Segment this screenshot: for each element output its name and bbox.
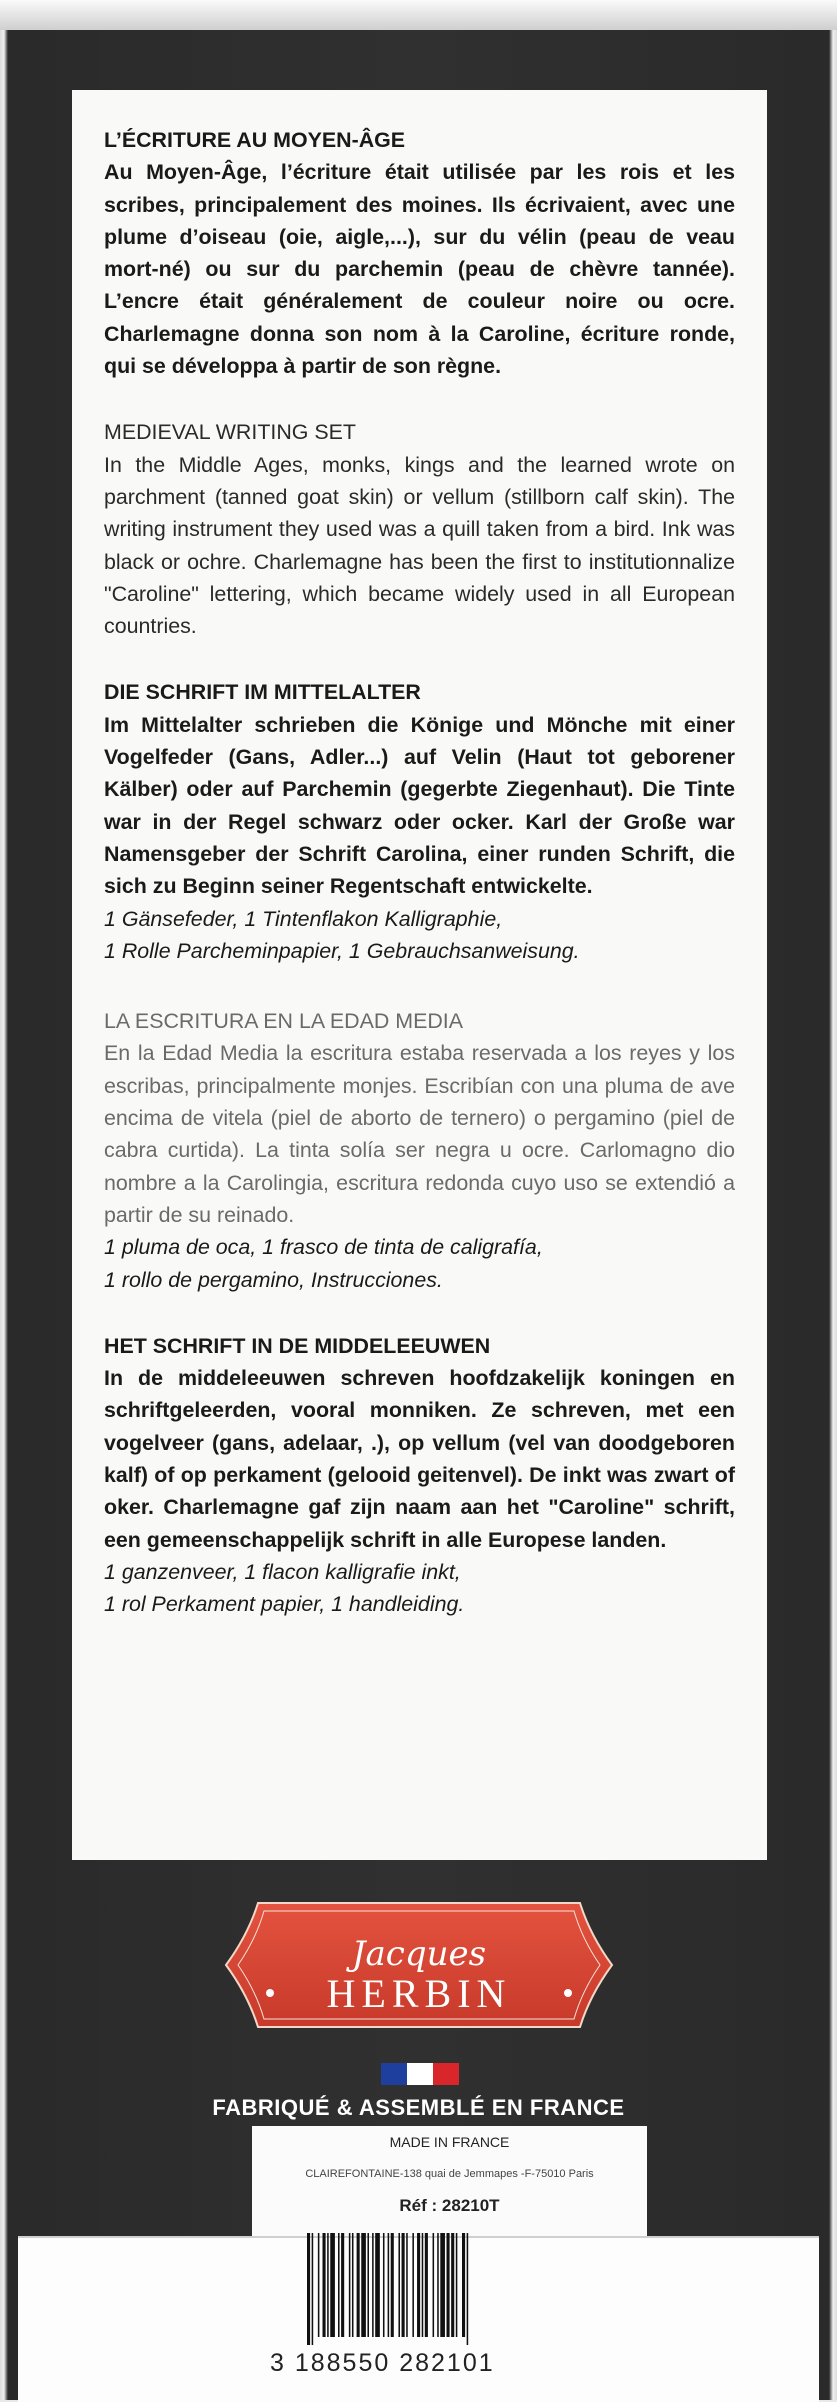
reference-label: Réf : 28210T <box>399 2196 500 2215</box>
french-flag-icon <box>381 2063 459 2085</box>
made-in-label: MADE IN FRANCE <box>389 2134 510 2150</box>
barcode-bar <box>388 2233 390 2337</box>
herbin-logo <box>218 1895 620 2035</box>
barcode-bar <box>375 2233 380 2337</box>
section-spanish <box>104 1005 735 1296</box>
barcode-bar <box>406 2233 408 2337</box>
barcode-bar <box>398 2233 400 2337</box>
section-title-es: LA ESCRITURA EN LA EDAD MEDIA <box>104 1009 463 1034</box>
section-body-es: En la Edad Media la escritura estaba reservada a los reyes y los escribas, principalmente monjes. Escribían con una pluma de ave encima de vitela (piel de aborto de ternero) o pergamino (piel de cabra curtida). La tinta solía ser negra u ocre. Carlomagno dio nombre a la Carolingia, escritura redonda cuyo uso se extendió a partir de su reinado. <box>104 1041 735 1227</box>
section-title-fr: L’ÉCRITURE AU MOYEN-ÂGE <box>104 128 406 152</box>
logo-name: HERBIN <box>326 1971 512 2016</box>
section-body-nl: In de middeleeuwen schreven hoofdzakelijk koningen en schriftgeleerden, vooral monniken. Ze schreven, met een vogelveer (gans, adelaar, .), op vellum (vel van doodgeboren kalf) of op perkament (gelooid geitenvel). De inkt was zwart of oker. Charlemagne gaf zijn naam aan het "Caroline" schrift, een gemeenschappelijk schrift in alle Europese landen. <box>104 1366 735 1552</box>
section-french <box>104 124 735 382</box>
barcode-bar <box>425 2233 428 2337</box>
contents-nl-line2: 1 rol Perkament papier, 1 handleiding. <box>104 1592 465 1617</box>
contents-es-line2: 1 rollo de pergamino, Instrucciones. <box>104 1267 443 1292</box>
barcode-bar <box>352 2233 354 2337</box>
barcode-bar <box>440 2233 445 2337</box>
barcode-bar <box>467 2233 469 2345</box>
barcode-bar <box>402 2233 405 2337</box>
barcode-bar <box>338 2233 340 2337</box>
section-body-fr: Au Moyen-Âge, l’écriture était utilisée par les rois et les scribes, principalement des moines. Ils écrivaient, avec une plume d’oiseau (oie, aigle,...), sur du vélin (peau de veau mort-né) ou sur du parchemin (peau de chèvre tannée). L’encre était généralement de couleur noire ou ocre. Charlemagne donna son nom à la Caroline, écriture ronde, qui se développa à partir de son règne. <box>104 160 735 379</box>
barcode-bar <box>323 2233 326 2337</box>
barcode-bar <box>307 2233 310 2345</box>
box-top-edge <box>0 0 837 30</box>
barcode-bar <box>349 2233 351 2337</box>
contents-es-line1: 1 pluma de oca, 1 frasco de tinta de caligrafía, <box>104 1235 543 1260</box>
contents-de-line2: 1 Rolle Parcheminpapier, 1 Gebrauchsanweisung. <box>104 938 580 963</box>
logo-script: Jacques <box>351 1934 487 1974</box>
section-dutch <box>104 1330 735 1621</box>
section-title-de: DIE SCHRIFT IM MITTELALTER <box>104 680 421 705</box>
barcode-bar <box>383 2233 385 2337</box>
barcode-bar <box>361 2233 366 2337</box>
barcode-bar <box>367 2233 369 2337</box>
barcode-bar <box>312 2233 314 2345</box>
barcode-digits: 3 188550 282101 <box>270 2349 495 2377</box>
address-label: CLAIREFONTAINE-138 quai de Jemmapes -F-75010 Paris <box>305 2168 594 2180</box>
contents-de-line1: 1 Gänsefeder, 1 Tintenflakon Kalligraphie, <box>104 906 503 931</box>
barcode-bar <box>412 2233 414 2337</box>
barcode-bar <box>372 2233 374 2337</box>
contents-nl-line1: 1 ganzenveer, 1 flacon kalligrafie inkt, <box>104 1559 461 1584</box>
barcode-bar <box>330 2233 335 2337</box>
section-german <box>104 676 735 967</box>
description-panel <box>72 90 767 1860</box>
barcode-bar <box>451 2233 454 2337</box>
barcode-bar <box>357 2233 360 2337</box>
barcode-bar <box>422 2233 424 2337</box>
fabrique-text: FABRIQUÉ & ASSEMBLÉ EN FRANCE <box>212 2095 625 2120</box>
barcode-bar <box>462 2233 465 2337</box>
barcode-bar <box>433 2233 435 2337</box>
section-title-nl: HET SCHRIFT IN DE MIDDELEEUWEN <box>104 1333 491 1358</box>
barcode-bar <box>447 2233 450 2337</box>
section-body-en: In the Middle Ages, monks, kings and the learned wrote on parchment (tanned goat skin) or vellum (stillborn calf skin). The writing instrument they used was a quill taken from a bird. Ink was black or ochre. Charlemagne has been the first to institutionnalize "Caroline" lettering, which became widely used in all European countries. <box>104 452 735 639</box>
barcode <box>303 2233 603 2345</box>
barcode-bar <box>318 2233 320 2337</box>
section-title-en: MEDIEVAL WRITING SET <box>104 420 356 445</box>
section-body-de: Im Mittelalter schrieben die Könige und Mönche mit einer Vogelfeder (Gans, Adler...) auf Velin (Haut tot geborener Kälber) oder auf Parchemin (gegerbte Ziegenhaut). Die Tinte war in der Regel schwarz oder ocker. Karl der Große war Namensgeber der Schrift Carolina, einer runden Schrift, die sich zu Beginn seiner Regentschaft entwickelte. <box>104 712 735 899</box>
barcode-bar <box>327 2233 329 2337</box>
barcode-bar <box>417 2233 420 2337</box>
section-english <box>104 416 735 642</box>
barcode-bar <box>341 2233 344 2337</box>
barcode-bar <box>437 2233 439 2337</box>
barcode-bar <box>391 2233 394 2337</box>
barcode-bar <box>456 2233 458 2337</box>
